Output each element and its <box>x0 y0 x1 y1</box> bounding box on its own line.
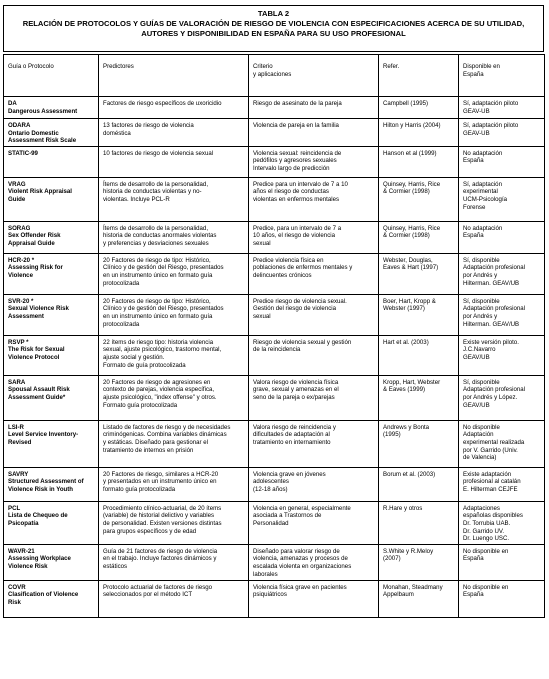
cell-ref <box>379 375 459 420</box>
cell-text: doméstica <box>103 129 131 137</box>
cell-text: por Andrés y <box>463 271 498 279</box>
cell-text: Assessing Workplace <box>8 555 71 563</box>
cell-criteria <box>249 221 379 253</box>
cell-text: ajuste social y gestión. <box>103 353 165 361</box>
cell-text: & Cormier (1998) <box>383 232 430 240</box>
cell-text: para grupos específicos y de edad <box>103 527 197 535</box>
cell-text: Violencia física grave en pacientes <box>253 583 347 591</box>
cell-text: Dr. Garrido UV. <box>463 527 505 535</box>
cell-text: Revised <box>8 438 32 446</box>
cell-text: seleccionados por el método ICT <box>103 591 193 599</box>
risk-protocols-table <box>3 54 545 618</box>
cell-text: Adaptación profesional <box>463 386 525 394</box>
cell-text: The Risk for Sexual <box>8 346 65 354</box>
cell-text: adolescentes <box>253 478 289 486</box>
protocol-name: SAVRY <box>8 470 29 478</box>
cell-guide <box>4 375 99 420</box>
cell-text: España <box>463 157 484 165</box>
cell-text: No adaptación <box>463 224 503 232</box>
cell-text: Ítems de desarrollo de la personalidad, <box>103 180 209 188</box>
cell-text: 20 Factores de riesgo de tipo: Histórico, <box>103 297 211 305</box>
cell-available <box>459 420 545 467</box>
cell-text: 10 años, el riesgo de violencia <box>253 232 335 240</box>
cell-criteria <box>249 146 379 177</box>
cell-text: Lista de Chequeo de <box>8 512 68 520</box>
cell-text: Adaptación profesional <box>463 305 525 313</box>
cell-text: laborales <box>253 570 278 578</box>
cell-guide <box>4 97 99 119</box>
cell-text: Hilton y Harris (2004) <box>383 122 441 129</box>
cell-text: Ítems de desarrollo de la personalidad, <box>103 224 209 232</box>
protocol-name: LSI-R <box>8 423 24 431</box>
cell-text: contexto de parejas, violencia específica, <box>103 386 215 394</box>
cell-text: años el riesgo de conductas <box>253 188 329 196</box>
cell-guide <box>4 335 99 375</box>
cell-text: de personalidad. Existen versiones distintas <box>103 519 222 527</box>
cell-text: Sex Offender Risk <box>8 232 61 240</box>
cell-available <box>459 580 545 617</box>
cell-text: Eaves & Hart (1997) <box>383 264 439 272</box>
cell-text: Predice riesgo de violencia sexual. <box>253 297 347 305</box>
column-header-predictors <box>99 55 249 97</box>
cell-text: Sí, adaptación <box>463 180 502 188</box>
cell-predictors <box>99 420 249 467</box>
cell-text: Factores de riesgo específicos de uxoricidio <box>103 100 222 107</box>
cell-text: Violence Risk <box>8 562 48 570</box>
cell-ref <box>379 467 459 501</box>
cell-text: Riesgo de violencia sexual y gestión <box>253 338 352 346</box>
table-row <box>4 467 545 501</box>
cell-guide <box>4 119 99 147</box>
cell-text: Hanson et al (1999) <box>383 149 437 157</box>
cell-text: Hilterman. GEAV/UB <box>463 279 520 287</box>
cell-text: Valora riesgo de violencia física <box>253 378 339 386</box>
cell-text: en el trabajo. Incluye factores dinámicos y <box>103 555 217 563</box>
table-row <box>4 177 545 221</box>
column-header-ref <box>379 55 459 97</box>
cell-guide <box>4 253 99 294</box>
cell-ref <box>379 580 459 617</box>
cell-text: sexual <box>253 312 271 320</box>
cell-text: Assessment Risk Scale <box>8 137 77 145</box>
cell-text: Kropp, Hart, Webster <box>383 378 441 386</box>
cell-criteria <box>249 97 379 119</box>
cell-text: Quinsey, Harris, Rice <box>383 180 441 188</box>
cell-criteria <box>249 294 379 335</box>
cell-text: J.C.Navarro <box>463 346 496 354</box>
cell-text: de la reincidencia <box>253 346 301 354</box>
cell-text: Violencia en general, especialmente <box>253 504 351 512</box>
cell-text: (variable) de historial delictivo y variables <box>103 512 215 520</box>
cell-predictors <box>99 467 249 501</box>
cell-text: Sí, adaptación piloto <box>463 100 519 107</box>
cell-predictors <box>99 544 249 580</box>
cell-text: Assessment Guide* <box>8 393 66 401</box>
cell-text: por Andrés y <box>463 312 498 320</box>
protocol-name: HCR-20 * <box>8 256 35 264</box>
cell-text: Quinsey, Harris, Rice <box>383 224 441 232</box>
cell-text: por V. Garrido (Univ. <box>463 446 518 454</box>
cell-text: GEAV/UB <box>463 401 490 409</box>
cell-text: 13 factores de riesgo de violencia <box>103 122 194 129</box>
table-title-line-1: RELACIÓN DE PROTOCOLOS Y GUÍAS DE VALORACIÓN DE RIESGO DE VIOLENCIA CON ESPECIFICACIONES ACERCA DE SU UTILIDAD, <box>22 19 525 28</box>
cell-text: Webster (1997) <box>383 305 425 313</box>
cell-text: asociada a Trastornos de <box>253 512 322 520</box>
table-row <box>4 221 545 253</box>
cell-criteria <box>249 501 379 544</box>
cell-text: 20 Factores de riesgo de tipo: Histórico, <box>103 256 211 264</box>
cell-guide <box>4 294 99 335</box>
cell-text: España <box>463 555 484 563</box>
cell-text: GEAV/UB <box>463 353 490 361</box>
cell-available <box>459 97 545 119</box>
protocol-name: SVR-20 * <box>8 297 34 305</box>
cell-text: Adaptaciones <box>463 504 500 512</box>
cell-ref <box>379 501 459 544</box>
cell-text: Violence <box>8 271 33 279</box>
table-body <box>4 97 545 618</box>
cell-text: No disponible <box>463 423 500 431</box>
cell-text: Gestión del riesgo de violencia <box>253 305 336 313</box>
cell-predictors <box>99 335 249 375</box>
cell-text: psiquiátricos <box>253 591 287 599</box>
column-header-criteria <box>249 55 379 97</box>
table-row <box>4 544 545 580</box>
cell-text: UCM-Psicología <box>463 195 508 203</box>
cell-available <box>459 146 545 177</box>
cell-text: dificultades de adaptación al <box>253 431 330 439</box>
cell-text: Forense <box>463 203 486 211</box>
cell-available <box>459 294 545 335</box>
cell-text: Valora riesgo de reincidencia y <box>253 423 336 431</box>
cell-available <box>459 501 545 544</box>
protocol-name: COVR <box>8 583 26 591</box>
cell-text: Sexual Violence Risk <box>8 305 69 313</box>
protocol-name: SARA <box>8 378 26 386</box>
cell-text: E. Hilterman CEJFE <box>463 485 518 493</box>
cell-text: GEAV-UB <box>463 107 490 115</box>
cell-predictors <box>99 146 249 177</box>
table-header-row <box>4 55 545 97</box>
cell-text: 20 Factores de riesgo de agresiones en <box>103 378 211 386</box>
cell-text: GEAV-UB <box>463 129 490 137</box>
cell-text: Predice para un intervalo de 7 a 10 <box>253 180 348 188</box>
cell-ref <box>379 146 459 177</box>
cell-ref <box>379 253 459 294</box>
cell-text: Webster, Douglas, <box>383 256 433 264</box>
cell-text: grave, sexual y amenazas en el <box>253 386 339 394</box>
cell-available <box>459 467 545 501</box>
cell-text: Formato de guía protocolizada <box>103 361 186 369</box>
cell-predictors <box>99 580 249 617</box>
cell-text: violencia, amenazas y procesos de <box>253 555 348 563</box>
cell-criteria <box>249 335 379 375</box>
cell-text: ajuste psicológico, "index offense" y otros. <box>103 393 217 401</box>
cell-text: Clínico y de gestión del Riesgo, presentados <box>103 305 224 313</box>
cell-criteria <box>249 375 379 420</box>
cell-text: Sí, disponible <box>463 297 500 305</box>
cell-text: (2007) <box>383 555 401 563</box>
cell-text: formato guía protocolizada <box>103 485 176 493</box>
cell-predictors <box>99 253 249 294</box>
cell-available <box>459 221 545 253</box>
cell-guide <box>4 146 99 177</box>
cell-text: Violence Risk in Youth <box>8 485 74 493</box>
cell-text: Violence Protocol <box>8 353 60 361</box>
cell-text: en un instrumento único en formato guía <box>103 271 213 279</box>
cell-text: Listado de factores de riesgo y de necesidades <box>103 423 231 431</box>
cell-text: Risk <box>8 598 21 606</box>
cell-text: Predice violencia física en <box>253 256 324 264</box>
cell-text: seno de la pareja o ex/parejas <box>253 393 335 401</box>
cell-text: Assessing Risk for <box>8 264 63 272</box>
cell-text: Appraisal Guide <box>8 239 55 247</box>
table-row <box>4 119 545 147</box>
cell-available <box>459 177 545 221</box>
column-header-text: Disponible en <box>463 63 500 70</box>
cell-available <box>459 375 545 420</box>
cell-text: criminógenicas. Combina variables dinámicas <box>103 431 227 439</box>
cell-text: Monahan, Steadmany <box>383 583 443 591</box>
cell-text: estáticos <box>103 562 128 570</box>
cell-text: Procedimiento clínico-actuarial, de 20 ítems <box>103 504 222 512</box>
cell-text: experimental realizada <box>463 438 525 446</box>
cell-criteria <box>249 253 379 294</box>
cell-ref <box>379 544 459 580</box>
protocol-name: SORAG <box>8 224 31 232</box>
cell-guide <box>4 544 99 580</box>
cell-text: y presentados en un instrumento único en <box>103 478 217 486</box>
cell-text: Hilterman. GEAV/UB <box>463 320 520 328</box>
cell-text: Diseñado para valorar riesgo de <box>253 547 340 555</box>
cell-text: Clasification of Violence <box>8 591 79 599</box>
protocol-name: DA <box>8 100 17 107</box>
cell-text: Violencia sexual: reincidencia de <box>253 149 342 157</box>
cell-criteria <box>249 420 379 467</box>
table-row <box>4 335 545 375</box>
cell-guide <box>4 420 99 467</box>
cell-text: por Andrés y López. <box>463 393 518 401</box>
cell-text: Level Service Inventory- <box>8 431 79 439</box>
cell-text: Intervalo largo de predicción <box>253 164 330 172</box>
cell-available <box>459 119 545 147</box>
cell-text: Formato guía protocolizada <box>103 401 178 409</box>
cell-criteria <box>249 544 379 580</box>
cell-text: Clínico y de gestión del Riesgo, presentados <box>103 264 224 272</box>
cell-ref <box>379 97 459 119</box>
cell-text: No disponible en <box>463 583 509 591</box>
protocol-name: ODARA <box>8 122 31 129</box>
table-title-box <box>3 5 544 52</box>
cell-text: poblaciones de enfermos mentales y <box>253 264 353 272</box>
cell-predictors <box>99 97 249 119</box>
cell-ref <box>379 119 459 147</box>
cell-text: Violencia grave en jóvenes <box>253 470 326 478</box>
cell-text: Guide <box>8 195 26 203</box>
cell-guide <box>4 221 99 253</box>
table-title-line-2: AUTORES Y DISPONIBILIDAD EN ESPAÑA PARA SU USO PROFESIONAL <box>141 29 406 38</box>
cell-text: Adaptación profesional <box>463 264 525 272</box>
cell-text: R.Hare y otros <box>383 504 423 512</box>
cell-criteria <box>249 467 379 501</box>
cell-text: sexual <box>253 239 271 247</box>
cell-text: historia de conductas violentas y no- <box>103 188 202 196</box>
cell-text: Guía de 21 factores de riesgo de violencia <box>103 547 218 555</box>
protocol-name: VRAG <box>8 180 26 188</box>
protocol-name: PCL <box>8 504 21 512</box>
cell-text: Adaptación <box>463 431 494 439</box>
cell-text: No disponible en <box>463 547 509 555</box>
table-number: TABLA 2 <box>257 9 290 18</box>
cell-text: violentas en enfermos mentales <box>253 195 340 203</box>
cell-guide <box>4 467 99 501</box>
cell-text: historia de conductas anormales violentas <box>103 232 217 240</box>
cell-text: experimental <box>463 188 498 196</box>
cell-text: (1995) <box>383 431 401 439</box>
cell-criteria <box>249 177 379 221</box>
cell-text: Predice, para un intervalo de 7 a <box>253 224 342 232</box>
cell-text: pedófilos y agresores sexuales <box>253 157 337 165</box>
cell-text: Personalidad <box>253 519 289 527</box>
cell-text: protocolizada <box>103 279 140 287</box>
cell-text: Violent Risk Appraisal <box>8 188 73 196</box>
cell-text: Psicopatía <box>8 519 39 527</box>
cell-text: violentas. Incluye PCL-R <box>103 195 170 203</box>
cell-predictors <box>99 501 249 544</box>
cell-ref <box>379 221 459 253</box>
table-row <box>4 501 545 544</box>
cell-text: 20 Factores de riesgo, similares a HCR-20 <box>103 470 219 478</box>
cell-text: Sí, disponible <box>463 256 500 264</box>
cell-text: en un instrumento único en formato guía <box>103 312 213 320</box>
cell-text: Structured Assessment of <box>8 478 84 486</box>
table-row <box>4 253 545 294</box>
cell-available <box>459 335 545 375</box>
cell-text: y estáticas. Diseñado para gestionar el <box>103 438 209 446</box>
cell-text: escalada violenta en organizaciones <box>253 562 352 570</box>
cell-text: No adaptación <box>463 149 503 157</box>
column-header-text: España <box>463 70 484 78</box>
cell-text: Appelbaum <box>383 591 414 599</box>
cell-text: españolas disponibles <box>463 512 523 520</box>
cell-text: Campbell (1995) <box>383 100 429 107</box>
cell-text: & Eaves (1999) <box>383 386 426 394</box>
cell-predictors <box>99 177 249 221</box>
cell-text: de Valencia) <box>463 454 497 462</box>
cell-text: sexual, ajuste psicológico, trastorno mental, <box>103 346 222 354</box>
protocol-name: WAVR-21 <box>8 547 35 555</box>
table-row <box>4 146 545 177</box>
cell-predictors <box>99 294 249 335</box>
column-header-text: y aplicaciones <box>253 70 292 78</box>
cell-ref <box>379 420 459 467</box>
cell-text: Existe versión piloto. <box>463 338 519 346</box>
table-row <box>4 580 545 617</box>
cell-text: Dr. Torrubia UAB. <box>463 519 511 527</box>
cell-text: S.White y R.Meloy <box>383 547 434 555</box>
column-header-text: Guía o Protocolo <box>8 63 54 70</box>
cell-text: Ontario Domestic <box>8 129 59 137</box>
table-row <box>4 97 545 119</box>
cell-text: Protocolo actuarial de factores de riesgo <box>103 583 213 591</box>
column-header-guide <box>4 55 99 97</box>
cell-text: Spousal Assault Risk <box>8 386 70 394</box>
cell-text: Sí, disponible <box>463 378 500 386</box>
cell-text: Boer, Hart, Kropp & <box>383 297 436 305</box>
table-row <box>4 375 545 420</box>
cell-text: Dr. Luengo USC. <box>463 535 510 543</box>
cell-available <box>459 544 545 580</box>
protocol-name: STATIC-99 <box>8 149 38 157</box>
cell-text: Assessment <box>8 312 44 320</box>
cell-text: Existe adaptación <box>463 470 512 478</box>
cell-predictors <box>99 375 249 420</box>
cell-text: delincuentes crónicos <box>253 271 312 279</box>
cell-text: y preferencias y desviaciones sexuales <box>103 239 209 247</box>
cell-guide <box>4 177 99 221</box>
cell-text: Borum et al. (2003) <box>383 470 436 478</box>
cell-criteria <box>249 580 379 617</box>
column-header-text: Criterio <box>253 63 273 70</box>
cell-ref <box>379 294 459 335</box>
cell-ref <box>379 177 459 221</box>
cell-text: & Cormier (1998) <box>383 188 430 196</box>
cell-guide <box>4 580 99 617</box>
cell-text: Hart et al. (2003) <box>383 338 429 346</box>
cell-text: Sí, adaptación piloto <box>463 122 519 129</box>
column-header-available <box>459 55 545 97</box>
cell-text: Violencia de pareja en la familia <box>253 122 339 129</box>
cell-text: tratamiento en internamiento <box>253 438 331 446</box>
table-row <box>4 294 545 335</box>
cell-text: protocolizada <box>103 320 140 328</box>
cell-text: 22 ítems de riesgo tipo: historia violencia <box>103 338 214 346</box>
cell-text: España <box>463 232 484 240</box>
cell-ref <box>379 335 459 375</box>
cell-available <box>459 253 545 294</box>
cell-text: tratamiento de internos en prisión <box>103 446 194 454</box>
cell-predictors <box>99 119 249 147</box>
cell-text: 10 factores de riesgo de violencia sexual <box>103 149 214 157</box>
cell-text: España <box>463 591 484 599</box>
protocol-name: RSVP * <box>8 338 29 346</box>
column-header-text: Refer. <box>383 63 400 70</box>
cell-text: Andrews y Bonta <box>383 423 430 431</box>
table-row <box>4 420 545 467</box>
column-header-text: Predictores <box>103 63 134 70</box>
cell-text: Dangerous Assessment <box>8 107 78 115</box>
cell-predictors <box>99 221 249 253</box>
cell-criteria <box>249 119 379 147</box>
cell-text: profesional al catalán <box>463 478 521 486</box>
cell-guide <box>4 501 99 544</box>
cell-text: (12-18 años) <box>253 485 288 493</box>
cell-text: Riesgo de asesinato de la pareja <box>253 100 342 107</box>
